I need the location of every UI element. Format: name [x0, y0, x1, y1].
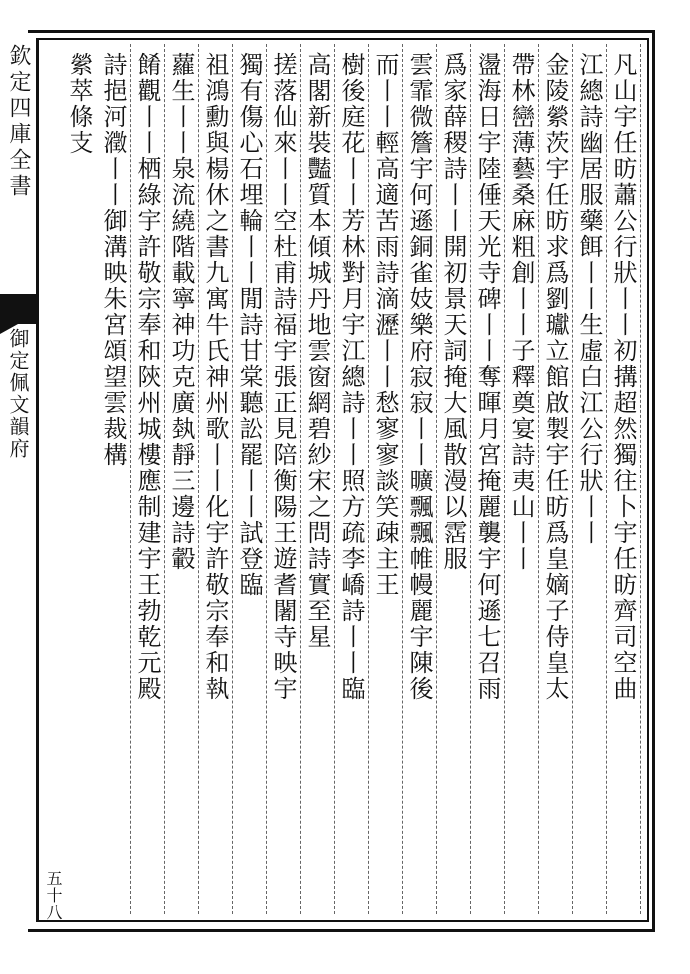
column-text: 帶林巒薄藝桑麻粗創丨丨子釋奠宴詩夷山丨丨	[507, 52, 535, 572]
text-column	[300, 44, 335, 914]
column-text: 樹後庭花丨丨芳林對月宇江總詩丨丨照方疏李嶠詩丨丨臨	[337, 52, 365, 702]
text-column	[436, 44, 471, 914]
text-column	[96, 44, 131, 914]
text-column	[334, 44, 369, 914]
text-column	[198, 44, 233, 914]
text-column	[164, 44, 199, 914]
column-text: 江總詩幽居服藥餌丨丨生虛白江公行狀丨丨	[575, 52, 603, 546]
column-text: 盪海日宇陸倕天光寺碑丨丨奪暉月宮掩麗襲宇何遜七召雨	[473, 52, 501, 702]
fish-tail-mark	[0, 294, 36, 324]
column-text: 蘿生丨丨泉流繞階載寧神功克廣埶靜三邊詩轂	[167, 52, 195, 572]
book-title: 御定佩文韻府	[6, 328, 30, 460]
column-text: 縈萃條支	[65, 52, 93, 156]
text-column	[62, 44, 96, 914]
text-column	[470, 44, 505, 914]
text-column	[606, 44, 641, 914]
text-column	[266, 44, 301, 914]
column-text: 高閣新裝豔質本傾城丹地雲窗網碧紗宋之問詩實至星	[303, 52, 331, 650]
text-column	[130, 44, 165, 914]
column-text: 餚觀丨丨栖綠宇許敬宗奉和陝州城樓應制建宇王勃乾元殿	[133, 52, 161, 702]
column-text: 搓落仙來丨丨空杜甫詩福宇張正見陪衡陽王遊耆闍寺映宇	[269, 52, 297, 702]
text-column	[368, 44, 403, 914]
column-text: 凡山宇任昉蕭公行狀丨丨初搆超然獨往卜宇任昉齊司空曲	[609, 52, 637, 702]
column-text: 祖鴻勳與楊休之書九寓牛氏神州歌丨丨化宇許敬宗奉和執	[201, 52, 229, 702]
library-label: 欽定四庫全書	[6, 44, 31, 200]
margin-strip	[0, 38, 36, 918]
text-column	[572, 44, 607, 914]
column-text: 而丨丨輕高適苦雨詩滴瀝丨丨愁寥寥談笑疎主王	[371, 52, 399, 598]
page-number: 五十八	[44, 870, 63, 921]
text-column	[232, 44, 267, 914]
text-column	[402, 44, 437, 914]
column-text: 爲家薛稷詩丨丨開初景天詞掩大風散漫以霑服	[439, 52, 467, 572]
column-text: 金陵縈茨宇任昉求爲劉瓛立館啟製宇任昉爲皇嫡子侍皇太	[541, 52, 569, 702]
column-text: 雲霏微簷宇何遜銅雀妓樂府寂寂丨丨曠飄飄帷幔麗宇陳後	[405, 52, 433, 702]
text-column	[538, 44, 573, 914]
text-column	[504, 44, 539, 914]
column-text: 詩挹河瀓丨丨御溝映朱宮頌望雲裁構	[99, 52, 127, 468]
column-text: 獨有傷心石埋輪丨丨閒詩甘棠聽訟罷丨丨試登臨	[235, 52, 263, 598]
